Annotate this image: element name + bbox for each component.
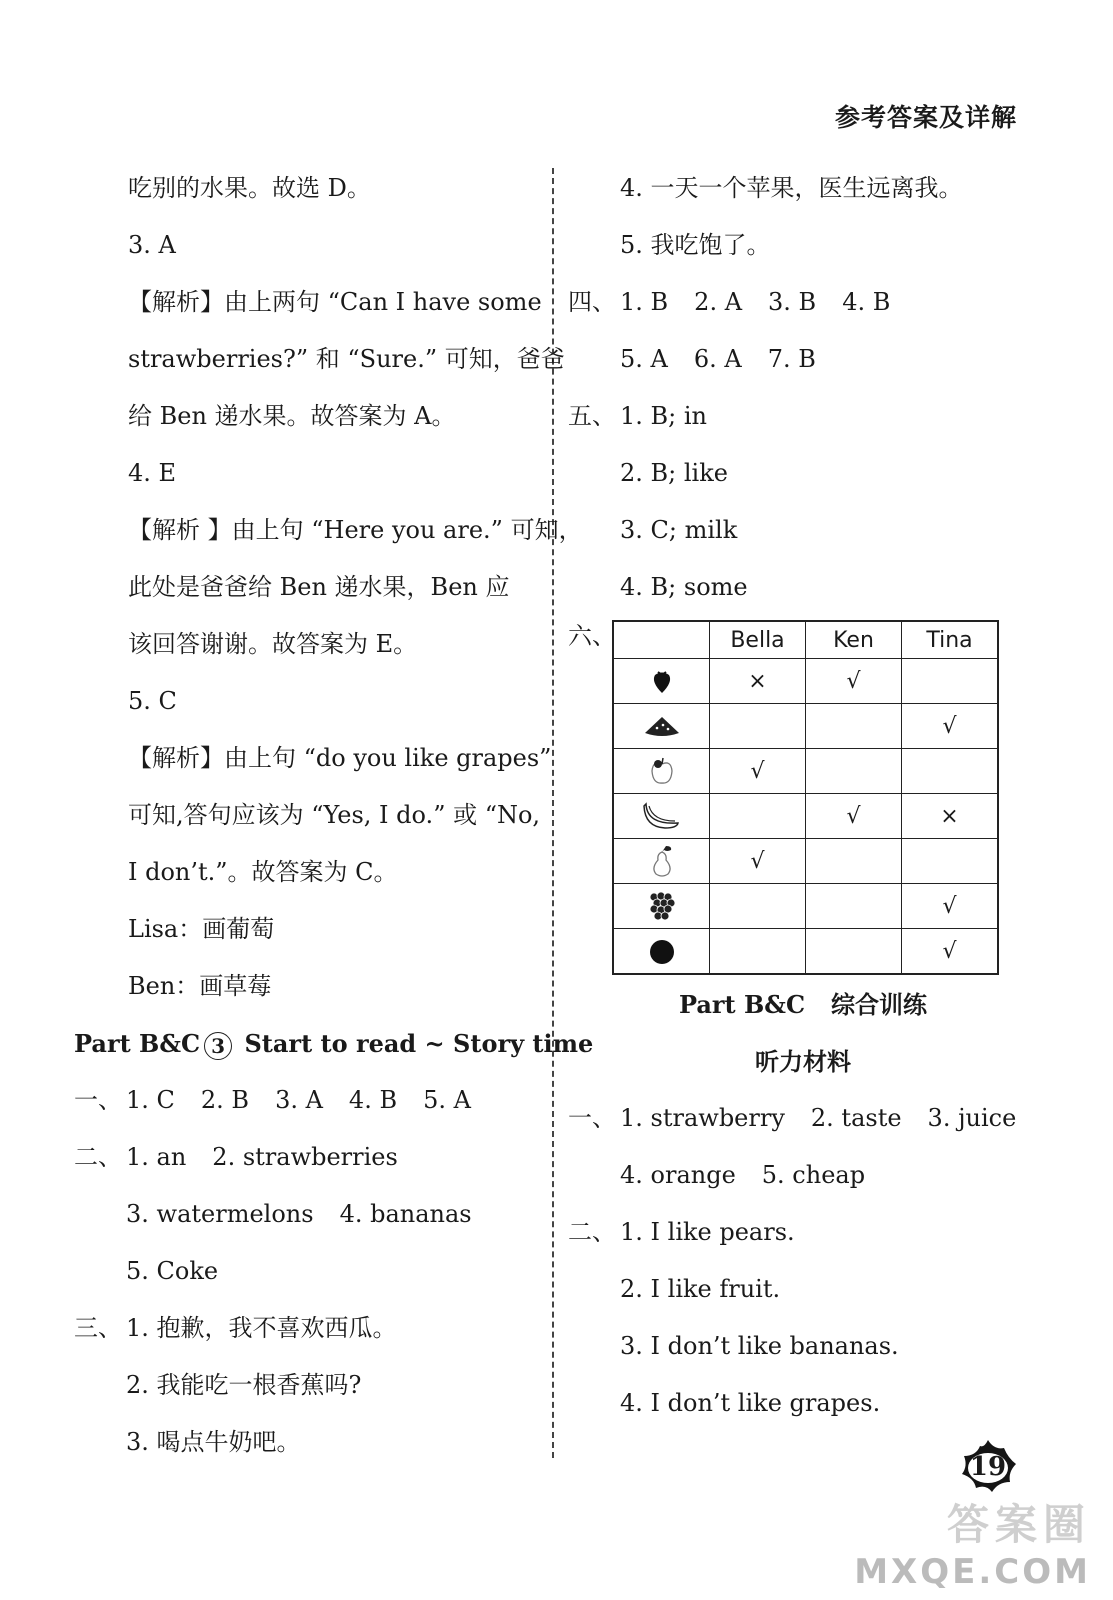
question-label: 一、 [74,1086,122,1114]
text-line: 【解析】由上句 “do you like grapes” [128,744,552,772]
answer-row [74,1072,544,1129]
left-column [74,160,594,1471]
answer: 4. B [348,1086,398,1114]
orange-icon [647,936,677,966]
table-row [613,659,998,704]
text-line: I don’t.”。故答案为 C。 [128,858,398,886]
apple-icon [647,755,677,787]
page-number: 19 [969,1452,1007,1482]
answer-row: 2. I like fruit. [620,1275,781,1303]
text-line: strawberries?” 和 “Sure.” 可知，爸爸 [128,345,565,373]
mark-cell: √ [710,839,806,884]
answer: 3. watermelons [126,1200,314,1228]
table-row [613,929,998,975]
grapes-icon [645,888,679,924]
strawberry-icon [647,666,677,696]
answer: 1. I like pears. [620,1218,795,1246]
answer-row [568,388,1038,445]
answer: 1. 抱歉，我不喜欢西瓜。 [126,1314,397,1342]
mark-cell [902,659,999,704]
page-header: 参考答案及详解 [834,103,1017,132]
answer-row: 3. 喝点牛奶吧。 [126,1428,301,1456]
header-cell: Ken [806,621,902,659]
answer: 7. B [767,345,816,373]
text-line: 【解析】由上两句 “Can I have some [128,288,542,316]
answer: 2. taste [810,1104,902,1132]
answer-row [74,1243,544,1300]
fruit-cell [613,749,710,794]
text-line: 【解析 】由上句 “Here you are.” 可知， [128,516,583,544]
answer: 1. B [620,288,669,316]
watermark-line2: MXQE.COM [854,1552,1091,1592]
answer-row [568,1147,1038,1204]
table-row [613,749,998,794]
mark-cell [710,884,806,929]
header-cell: Tina [902,621,999,659]
answer-row [568,1090,1038,1147]
answer: 1. B; in [620,402,708,430]
header-cell [613,621,710,659]
mark-cell: × [902,794,999,839]
mark-cell [710,794,806,839]
answer-row: 4. B; some [620,573,748,601]
answer: 2. strawberries [212,1143,398,1171]
banana-icon [641,801,683,831]
mark-cell [806,749,902,794]
fruit-cell [613,704,710,749]
mark-cell: × [710,659,806,704]
mark-cell [806,704,902,749]
answer: 3. A [275,1086,323,1114]
section2-title-b: 综合训练 [831,990,928,1019]
answer: 5. A [423,1086,471,1114]
fruit-cell [613,884,710,929]
mark-cell [902,749,999,794]
answer-row: 3. I don’t like bananas. [620,1332,899,1360]
mark-cell [710,929,806,975]
answer-row [74,1186,544,1243]
text-line: Ben：画草莓 [128,972,272,1000]
answer-row: 2. B; like [620,459,728,487]
watermark-line1: 答案圈 [946,1500,1091,1549]
table-row [613,704,998,749]
text-line: 此处是爸爸给 Ben 递水果，Ben 应 [128,573,510,601]
text-line: 给 Ben 递水果。故答案为 A。 [128,402,456,430]
text-line: 4. E [128,459,177,487]
answer: 1. strawberry [620,1104,785,1132]
answer: 6. A [693,345,742,373]
table-row [613,839,998,884]
mark-cell [902,839,999,884]
pear-icon [647,844,677,878]
fruit-cell [613,839,710,884]
text-line: 该回答谢谢。故答案为 E。 [128,630,418,658]
question-label: 二、 [74,1143,122,1171]
answer-row: 5. 我吃饱了。 [620,231,771,259]
section-rest: Start to read ~ Story time [244,1029,594,1058]
answer-row: 3. C; milk [620,516,738,544]
answer: 1. an [126,1143,187,1171]
mark-cell [806,839,902,884]
header-cell: Bella [710,621,806,659]
section-title [74,1015,594,1072]
mark-cell: √ [806,794,902,839]
question-label: 六、 [568,622,616,650]
answer-row [74,1129,544,1186]
answer: 2. B [200,1086,250,1114]
table-header-row [613,621,998,659]
question-label: 二、 [568,1218,616,1246]
answer: 4. bananas [339,1200,472,1228]
question-label: 五、 [568,402,616,430]
fruit-cell [613,659,710,704]
section2-subtitle: 听力材料 [755,1047,851,1076]
answer: 1. C [126,1086,175,1114]
question-label: 一、 [568,1104,616,1132]
answer: 5. Coke [126,1257,219,1285]
fruit-cell [613,929,710,975]
text-line: 可知,答句应该为 “Yes, I do.” 或 “No, [128,801,541,829]
table-row [613,884,998,929]
answer-row [568,1204,1038,1261]
fruit-cell [613,794,710,839]
answer-row: 2. 我能吃一根香蕉吗? [126,1371,362,1399]
answer-row [568,331,1038,388]
mark-cell [710,704,806,749]
text-line: 吃别的水果。故选 D。 [128,174,371,202]
table-row [613,794,998,839]
answer: 5. cheap [761,1161,866,1189]
mark-cell [806,929,902,975]
page-number-badge [958,1438,1018,1494]
answer: 2. A [694,288,743,316]
answer-row [74,1300,544,1357]
answer-row [568,274,1038,331]
fruit-preference-table [612,620,999,975]
right-column [568,160,1038,1432]
text-line: 5. C [128,687,177,715]
answer-row: 4. 一天一个苹果，医生远离我。 [620,174,963,202]
mark-cell: √ [806,659,902,704]
answer-row: 4. I don’t like grapes. [620,1389,881,1417]
lesson-number-badge: 3 [204,1032,232,1060]
section2-title [568,976,1038,1033]
answer: 4. orange [620,1161,736,1189]
mark-cell: √ [902,704,999,749]
mark-cell: √ [710,749,806,794]
question-label: 四、 [568,288,616,316]
answer: 5. A [620,345,668,373]
section2-title-a: Part B&C [678,990,806,1019]
mark-cell [806,884,902,929]
mark-cell: √ [902,884,999,929]
text-line: Lisa：画葡萄 [128,915,275,943]
answer: 3. B [768,288,817,316]
answer: 4. B [842,288,891,316]
watermark-logo [854,1492,1091,1592]
mark-cell: √ [902,929,999,975]
question-label: 三、 [74,1314,122,1342]
text-line: 3. A [128,231,176,259]
answer: 3. juice [927,1104,1017,1132]
watermelon-icon [643,713,681,739]
section-prefix: Part B&C [74,1029,201,1058]
fruit-table-block [568,616,1038,976]
